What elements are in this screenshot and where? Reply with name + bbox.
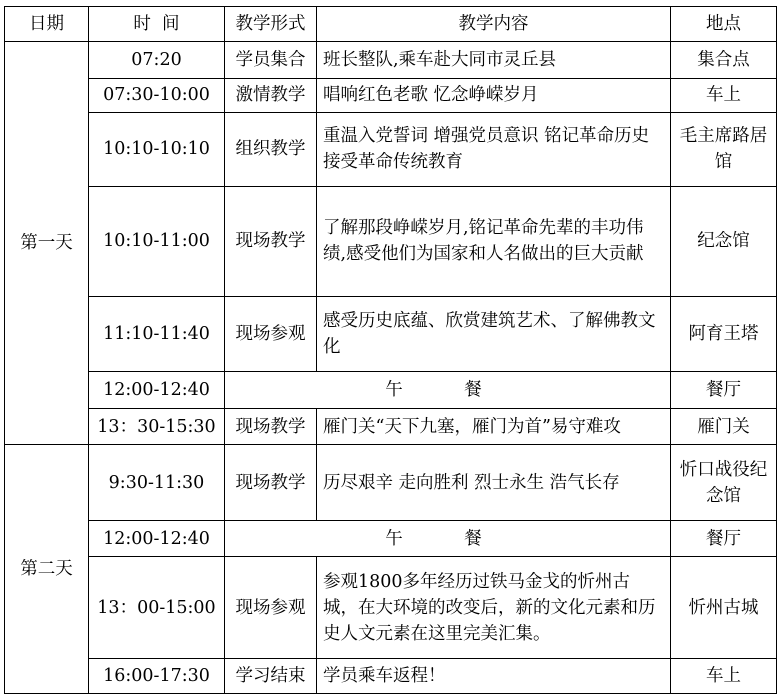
day-label: 第一天 xyxy=(5,42,89,445)
lunch-cell xyxy=(225,372,671,409)
form-cell: 学习结束 xyxy=(225,659,317,694)
content-cell: 唱响红色老歌 忆念峥嵘岁月 xyxy=(317,78,671,113)
content-cell: 雁门关“天下九塞，雁门为首”易守难攻 xyxy=(317,408,671,445)
table-row xyxy=(5,78,777,113)
time-cell: 13：00-15:00 xyxy=(89,557,225,659)
table-row xyxy=(5,42,777,79)
schedule-table xyxy=(4,6,777,694)
lunch-label: 午 餐 xyxy=(385,379,510,400)
lunch-label: 午 餐 xyxy=(385,528,510,549)
content-cell: 重温入党誓词 增强党员意识 铭记革命历史 接受革命传统教育 xyxy=(317,113,671,186)
table-row xyxy=(5,445,777,520)
header-date: 日期 xyxy=(5,7,89,42)
place-cell: 车上 xyxy=(671,78,777,113)
table-row xyxy=(5,659,777,694)
place-cell: 忻口战役纪念馆 xyxy=(671,445,777,520)
place-cell: 毛主席路居馆 xyxy=(671,113,777,186)
time-cell: 07:20 xyxy=(89,42,225,79)
table-row xyxy=(5,113,777,186)
time-cell: 9:30-11:30 xyxy=(89,445,225,520)
header-content: 教学内容 xyxy=(317,7,671,42)
place-cell: 车上 xyxy=(671,659,777,694)
form-cell: 组织教学 xyxy=(225,113,317,186)
header-place: 地点 xyxy=(671,7,777,42)
header-time: 时 间 xyxy=(89,7,225,42)
form-cell: 现场参观 xyxy=(225,296,317,371)
table-row xyxy=(5,372,777,409)
form-cell: 学员集合 xyxy=(225,42,317,79)
content-cell: 历尽艰辛 走向胜利 烈士永生 浩气长存 xyxy=(317,445,671,520)
time-cell: 10:10-11:00 xyxy=(89,186,225,296)
header-row xyxy=(5,7,777,42)
place-cell: 忻州古城 xyxy=(671,557,777,659)
lunch-cell xyxy=(225,520,671,557)
place-cell: 阿育王塔 xyxy=(671,296,777,371)
time-cell: 07:30-10:00 xyxy=(89,78,225,113)
place-cell: 集合点 xyxy=(671,42,777,79)
table-row xyxy=(5,408,777,445)
form-cell: 现场教学 xyxy=(225,186,317,296)
form-cell: 现场参观 xyxy=(225,557,317,659)
place-cell: 纪念馆 xyxy=(671,186,777,296)
time-cell: 16:00-17:30 xyxy=(89,659,225,694)
place-cell: 餐厅 xyxy=(671,372,777,409)
content-cell: 参观1800多年经历过铁马金戈的忻州古城，在大环境的改变后，新的文化元素和历史人文元素在这里完美汇集。 xyxy=(317,557,671,659)
table-row xyxy=(5,296,777,371)
content-cell: 了解那段峥嵘岁月,铭记革命先辈的丰功伟绩,感受他们为国家和人名做出的巨大贡献 xyxy=(317,186,671,296)
place-cell: 雁门关 xyxy=(671,408,777,445)
time-cell: 12:00-12:40 xyxy=(89,372,225,409)
header-form: 教学形式 xyxy=(225,7,317,42)
place-cell: 餐厅 xyxy=(671,520,777,557)
table-row xyxy=(5,520,777,557)
time-cell: 12:00-12:40 xyxy=(89,520,225,557)
time-cell: 11:10-11:40 xyxy=(89,296,225,371)
content-cell: 学员乘车返程！ xyxy=(317,659,671,694)
table-row xyxy=(5,186,777,296)
time-cell: 10:10-10:10 xyxy=(89,113,225,186)
content-cell: 班长整队,乘车赴大同市灵丘县 xyxy=(317,42,671,79)
time-cell: 13：30-15:30 xyxy=(89,408,225,445)
form-cell: 现场教学 xyxy=(225,445,317,520)
form-cell: 现场教学 xyxy=(225,408,317,445)
content-cell: 感受历史底蕴、欣赏建筑艺术、了解佛教文化 xyxy=(317,296,671,371)
form-cell: 激情教学 xyxy=(225,78,317,113)
day-label: 第二天 xyxy=(5,445,89,694)
table-row xyxy=(5,557,777,659)
